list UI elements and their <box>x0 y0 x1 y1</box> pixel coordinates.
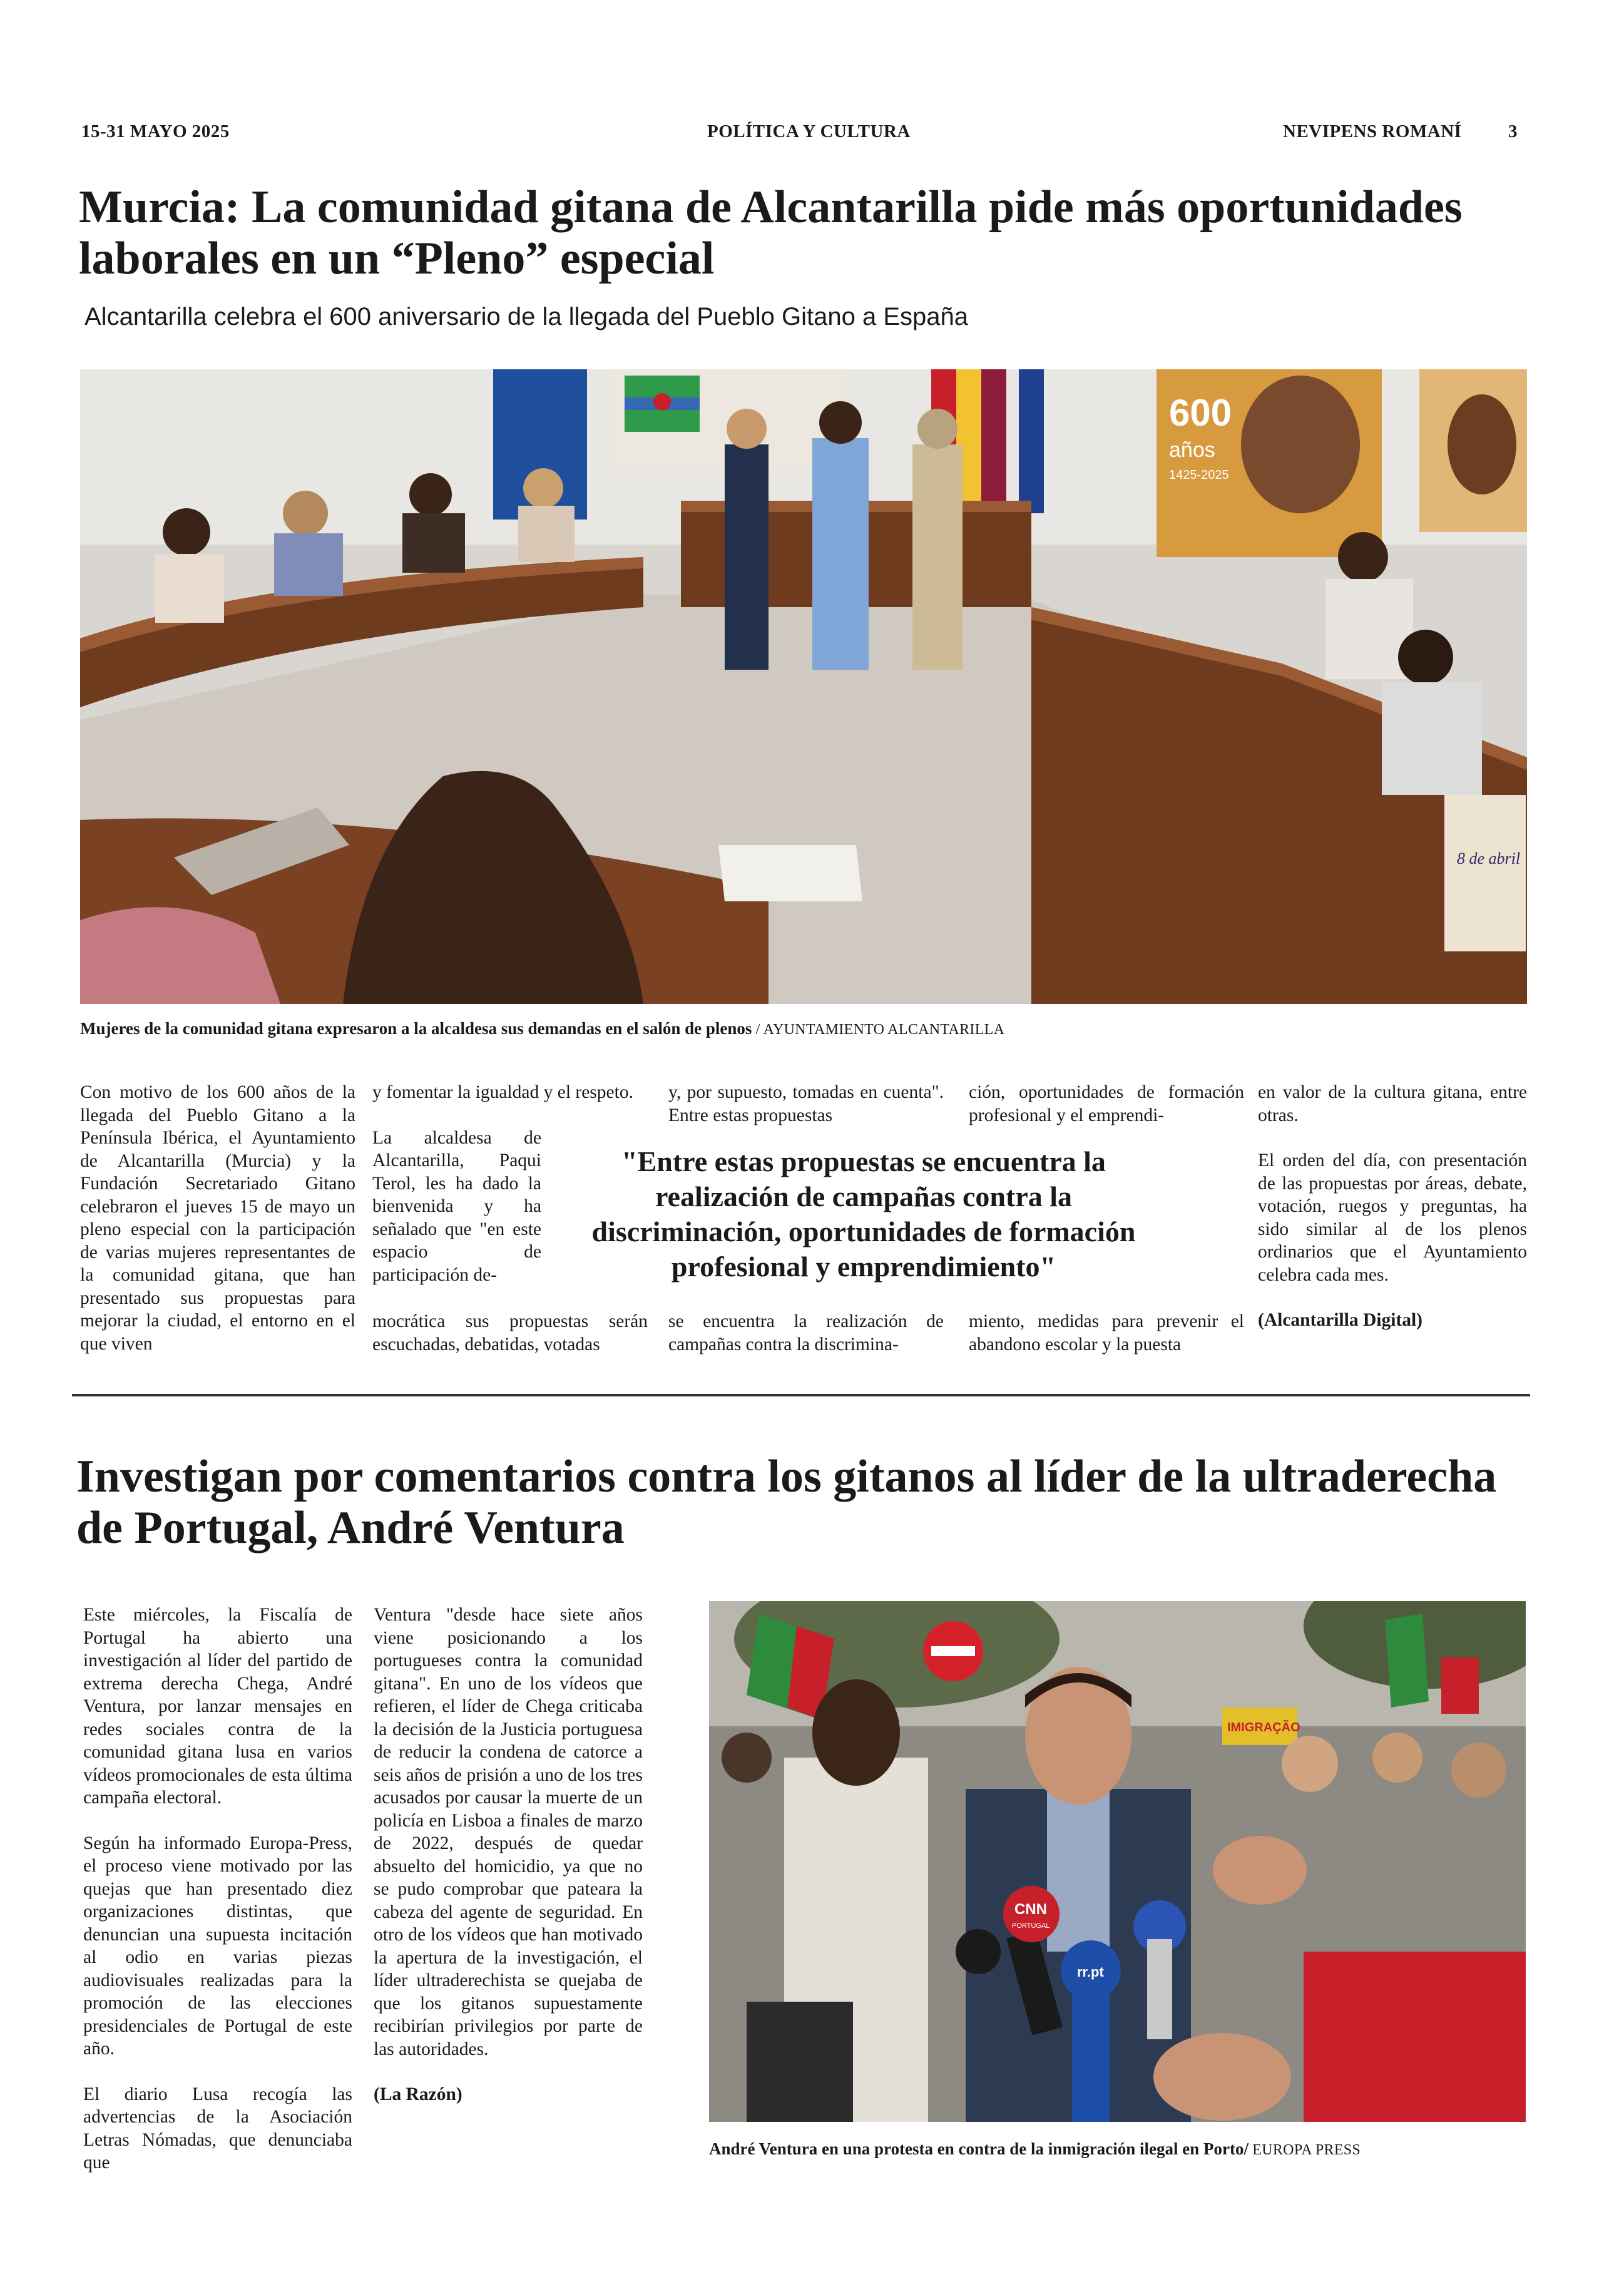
article2-photo-credit: EUROPA PRESS <box>1248 2142 1361 2158</box>
article1-subhead: Alcantarilla celebra el 600 aniversario de la llegada del Pueblo Gitano a España <box>84 303 969 330</box>
article1-col2-para2: La alcaldesa de Alcantarilla, Paqui Terol, les ha dado la bienvenida y ha señalado que "en este espacio de participación de- <box>372 1127 541 1285</box>
protest-banner-text: IMIGRAÇÃO <box>1227 1721 1300 1734</box>
article1-column-3 <box>668 1081 944 1127</box>
article1-col4-bottom: miento, medidas para prevenir el abandono escolar y la puesta <box>969 1311 1244 1354</box>
article1-col2-para1: y fomentar la igualdad y el respeto. <box>372 1082 633 1102</box>
article1-col5-para2: El orden del día, con presentación de las propuestas por áreas, debate, votación, ruegos y preguntas, ha sido similar al de los plenos ordinarios que el Ayuntamiento celebra cada mes. <box>1258 1150 1527 1285</box>
article1-column-3-tail <box>668 1310 944 1356</box>
article2-column-2 <box>374 1604 643 2106</box>
article1-column-4-tail <box>969 1310 1244 1356</box>
section-name: POLÍTICA Y CULTURA <box>707 121 911 141</box>
article2-col1-para2: Según ha informado Europa-Press, el proceso viene motivado por las quejas que han presentado diez organizaciones distintas, que denuncian una supuesta incitación al odio en varias piezas audiovisuales realizadas para la promoción de las elecciones presidenciales de Portugal de este año. <box>83 1833 352 2059</box>
article2-photo <box>709 1601 1526 2122</box>
article1-col4-top: ción, oportunidades de formación profesional y el emprendi- <box>969 1082 1244 1125</box>
article1-column-2-tail <box>372 1310 648 1356</box>
article-divider <box>72 1394 1530 1396</box>
article1-column-1 <box>80 1081 355 1355</box>
article2-caption-text: André Ventura en una protesta en contra de la inmigración ilegal en Porto/ <box>709 2139 1249 2158</box>
article2-signature: (La Razón) <box>374 2084 462 2104</box>
article2-col1-para3: El diario Lusa recogía las advertencias de la Asociación Letras Nómadas, que denunciaba que <box>83 2084 352 2173</box>
mic-rr-label: rr.pt <box>1077 1964 1104 1980</box>
article1-photo-caption <box>80 1019 1004 1038</box>
article1-pullquote: "Entre estas propuestas se encuentra la realización de campañas contra la discriminación, oportunidades de formación profesional y emprendimiento" <box>591 1145 1136 1283</box>
article1-col1-text: Con motivo de los 600 años de la llegada del Pueblo Gitano a la Península Ibérica, el Ayuntamiento de Alcantarilla (Murcia) y la Fundación Secretariado Gitano celebraron el jueves 15 de mayo un pleno especial con la participación de varias mujeres representantes de la comunidad gitana, que han presentado sus propuestas para mejorar la ciudad, el entorno en el que viven <box>80 1082 355 1354</box>
poster-anos-label: años <box>1169 438 1215 462</box>
article2-headline: Investigan por comentarios contra los gitanos al líder de la ultraderecha de Portugal, André Ventura <box>76 1451 1497 1554</box>
poster-years-label: 1425-2025 <box>1169 468 1229 482</box>
article1-signature: (Alcantarilla Digital) <box>1258 1310 1422 1330</box>
tote-bag-label: 8 de abril <box>1457 849 1521 868</box>
article1-photo-credit: / AYUNTAMIENTO ALCANTARILLA <box>752 1022 1005 1038</box>
article1-column-5 <box>1258 1081 1527 1332</box>
article2-col2-para1: Ventura "desde hace siete años viene posicionando a los portugueses contra la comunidad gitana". En uno de los vídeos que refieren, el líder de Chega criticaba la decisión de la Justicia portuguesa de reducir la condena de catorce a seis años de prisión a uno de los tres acusados por causar la muerte de un policía en Lisboa a finales de marzo de 2022, después de quedar absuelto del homicidio, ya que no se pudo comprobar que pateara la cabeza del agente de seguridad. En otro de los vídeos que han motivado la apertura de la investigación, el líder ultraderechista se quejaba de que los gitanos supuestamente recibirían privilegios por parte de las autoridades. <box>374 1605 643 2059</box>
article1-col3-top: y, por supuesto, tomadas en cuenta". Entre estas propuestas <box>668 1082 944 1125</box>
article1-col2-para3: mocrática sus propuestas serán escuchadas, debatidas, votadas <box>372 1311 648 1354</box>
poster-600-label: 600 <box>1169 392 1232 434</box>
protest-illustration <box>709 1601 1526 2122</box>
article1-photo <box>80 369 1527 1004</box>
article1-col5-para1: en valor de la cultura gitana, entre otras. <box>1258 1082 1527 1125</box>
mic-cnn-label: CNN <box>1014 1901 1047 1918</box>
issue-date: 15-31 MAYO 2025 <box>81 121 230 141</box>
page-number: 3 <box>1508 121 1518 141</box>
article1-headline: Murcia: La comunidad gitana de Alcantarilla pide más oportunidades laborales en un “Pleno” especial <box>79 182 1463 284</box>
mic-cnn-sub-label: PORTUGAL <box>1012 1922 1050 1930</box>
article1-caption-text: Mujeres de la comunidad gitana expresaron a la alcaldesa sus demandas en el salón de plenos <box>80 1019 752 1038</box>
article2-photo-caption <box>709 2139 1361 2159</box>
article2-col1-para1: Este miércoles, la Fiscalía de Portugal ha abierto una investigación al líder del partido de extrema derecha Chega, André Ventura, por lanzar mensajes en redes sociales contra de la comunidad gitana lusa en varios vídeos promocionales de esta última campaña electoral. <box>83 1605 352 1808</box>
publication-name: NEVIPENS ROMANÍ <box>1283 121 1462 141</box>
article2-column-1 <box>83 1604 352 2174</box>
council-chamber-illustration <box>80 369 1527 1004</box>
article1-column-4 <box>969 1081 1244 1127</box>
article1-col3-bottom: se encuentra la realización de campañas contra la discrimina- <box>668 1311 944 1354</box>
